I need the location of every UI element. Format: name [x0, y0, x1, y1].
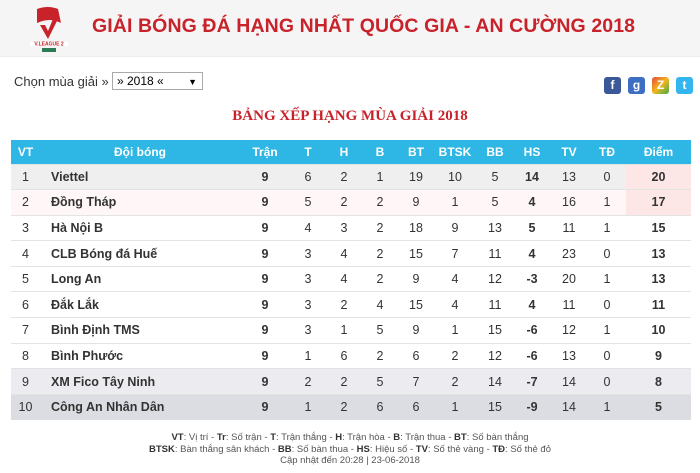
team-name[interactable]: CLB Bóng đá Huế [40, 241, 240, 267]
stat-cell: 2 [290, 369, 326, 395]
legend-value: Số bàn thua [296, 443, 349, 455]
stat-cell: 3 [290, 241, 326, 267]
stat-cell: 4 [326, 241, 362, 267]
table-row [11, 164, 691, 190]
google-icon[interactable]: g [628, 77, 645, 94]
table-row [11, 318, 691, 344]
table-row [11, 343, 691, 369]
season-label: Chọn mùa giải » [14, 74, 109, 89]
stat-cell: 1 [362, 164, 398, 190]
stat-cell: 4 [514, 190, 550, 216]
stat-cell: 7 [434, 241, 476, 267]
legend-value: Vị trí [188, 432, 209, 443]
stat-cell: 3 [290, 266, 326, 292]
legend-value: Số thẻ vàng [433, 443, 484, 455]
team-name[interactable]: Đắk Lắk [40, 292, 240, 318]
stat-cell: 0 [588, 241, 626, 267]
update-time: Cập nhật đến 20:28 | 23-06-2018 [280, 455, 420, 466]
team-name[interactable]: Bình Phước [40, 343, 240, 369]
stat-cell: 4 [514, 292, 550, 318]
stat-cell: 2 [362, 241, 398, 267]
stat-cell: 11 [550, 292, 588, 318]
team-name[interactable]: Đồng Tháp [40, 190, 240, 216]
points-cell: 15 [626, 215, 691, 241]
column-header: BB [476, 140, 514, 164]
season-selected-value: » 2018 « [117, 74, 164, 88]
table-row [11, 292, 691, 318]
stat-cell: 0 [588, 343, 626, 369]
column-header: Trận [240, 140, 290, 164]
stat-cell: 6 [398, 394, 434, 420]
stat-cell: 5 [476, 190, 514, 216]
stat-cell: 7 [11, 318, 40, 344]
stat-cell: 1 [588, 215, 626, 241]
stat-cell: 4 [434, 266, 476, 292]
stat-cell: 3 [290, 318, 326, 344]
points-cell: 8 [626, 369, 691, 395]
stat-cell: 5 [290, 190, 326, 216]
stat-cell: 8 [11, 343, 40, 369]
legend-key: BB [277, 443, 292, 455]
stat-cell: 9 [398, 190, 434, 216]
legend-key: VT [171, 432, 184, 443]
season-select[interactable] [112, 72, 203, 90]
stat-cell: 14 [550, 394, 588, 420]
stat-cell: 5 [362, 318, 398, 344]
stat-cell: 5 [11, 266, 40, 292]
stat-cell: 9 [240, 190, 290, 216]
site-header [0, 0, 700, 57]
stat-cell: 1 [434, 394, 476, 420]
team-name[interactable]: Viettel [40, 164, 240, 190]
stat-cell: 9 [240, 343, 290, 369]
legend-value: Trận hòa [347, 432, 385, 443]
stat-cell: 9 [398, 266, 434, 292]
table-row [11, 241, 691, 267]
table-row [11, 190, 691, 216]
table-row [11, 266, 691, 292]
legend-key: BTSK [149, 443, 175, 455]
stat-cell: 1 [588, 266, 626, 292]
points-cell: 9 [626, 343, 691, 369]
legend-value: Số thẻ đỏ [510, 443, 551, 455]
stat-cell: 13 [550, 343, 588, 369]
twitter-icon[interactable]: t [676, 77, 693, 94]
stat-cell: 1 [290, 394, 326, 420]
legend-value: Trận thắng [281, 432, 327, 443]
stat-cell: 20 [550, 266, 588, 292]
column-header: TV [550, 140, 588, 164]
column-header: BTSK [434, 140, 476, 164]
stat-cell: 19 [398, 164, 434, 190]
stat-cell: 9 [240, 318, 290, 344]
legend-line-1: VT: Vị trí - Tr: Số trận - T: Trận thắng - H: Trận hòa - B: Trận thua - BT: Số bàn thắng [171, 432, 529, 443]
stat-cell: 14 [550, 369, 588, 395]
column-header: Điểm [626, 140, 691, 164]
stat-cell: 14 [514, 164, 550, 190]
table-row [11, 394, 691, 420]
stat-cell: 6 [398, 343, 434, 369]
points-cell: 13 [626, 241, 691, 267]
legend-key: TV [415, 443, 428, 455]
stat-cell: -3 [514, 266, 550, 292]
table-row [11, 215, 691, 241]
stat-cell: 1 [11, 164, 40, 190]
stat-cell: 15 [398, 292, 434, 318]
column-header: TĐ [588, 140, 626, 164]
stat-cell: 16 [550, 190, 588, 216]
stat-cell: 2 [362, 190, 398, 216]
legend-value: Số bàn thắng [472, 432, 529, 443]
column-header: VT [11, 140, 40, 164]
stat-cell: 0 [588, 292, 626, 318]
page-title: GIẢI BÓNG ĐÁ HẠNG NHẤT QUỐC GIA - AN CƯỜNG 2018 [92, 15, 636, 37]
legend-value: Bàn thắng sân khách [180, 443, 270, 455]
stat-cell: 11 [476, 292, 514, 318]
legend-key: BT [454, 432, 467, 443]
stat-cell: 15 [398, 241, 434, 267]
stat-cell: 3 [290, 292, 326, 318]
legend-key: B [393, 432, 401, 443]
legend-key: TĐ [492, 443, 506, 455]
stat-cell: 3 [11, 215, 40, 241]
stat-cell: 9 [240, 215, 290, 241]
stat-cell: 6 [290, 164, 326, 190]
team-name[interactable]: Hà Nội B [40, 215, 240, 241]
facebook-icon[interactable]: f [604, 77, 621, 94]
stat-cell: 2 [362, 215, 398, 241]
stat-cell: 9 [11, 369, 40, 395]
stat-cell: 15 [476, 394, 514, 420]
stat-cell: -9 [514, 394, 550, 420]
svg-text:V.LEAGUE 2: V.LEAGUE 2 [34, 41, 64, 48]
legend-key: HS [356, 443, 370, 455]
stat-cell: 11 [476, 241, 514, 267]
stat-cell: -6 [514, 343, 550, 369]
team-name[interactable]: XM Fico Tây Ninh [40, 369, 240, 395]
stat-cell: 12 [476, 343, 514, 369]
stat-cell: 15 [476, 318, 514, 344]
standings-table [11, 140, 691, 420]
stat-cell: 3 [326, 215, 362, 241]
stat-cell: 2 [434, 369, 476, 395]
stat-cell: 13 [550, 164, 588, 190]
points-cell: 5 [626, 394, 691, 420]
legend-key: T [270, 432, 277, 443]
stat-cell: 9 [240, 292, 290, 318]
points-cell: 20 [626, 164, 691, 190]
column-header: BT [398, 140, 434, 164]
stat-cell: 13 [476, 215, 514, 241]
column-header: H [326, 140, 362, 164]
points-cell: 11 [626, 292, 691, 318]
stat-cell: 9 [240, 266, 290, 292]
standings-title: BẢNG XẾP HẠNG MÙA GIẢI 2018 [232, 108, 468, 124]
stat-cell: 0 [588, 369, 626, 395]
stat-cell: 6 [326, 343, 362, 369]
stat-cell: 4 [434, 292, 476, 318]
legend-value: Trận thua [405, 432, 446, 443]
stat-cell: 9 [434, 215, 476, 241]
table-row [11, 369, 691, 395]
stat-cell: 1 [588, 190, 626, 216]
stat-cell: 6 [362, 394, 398, 420]
stat-cell: 2 [326, 164, 362, 190]
legend-key: Tr [216, 432, 226, 443]
vleague-logo[interactable] [28, 5, 70, 53]
column-header: T [290, 140, 326, 164]
stat-cell: 9 [398, 318, 434, 344]
stat-cell: 9 [240, 394, 290, 420]
stat-cell: 1 [588, 394, 626, 420]
points-cell: 10 [626, 318, 691, 344]
stat-cell: 2 [362, 266, 398, 292]
stat-cell: 1 [434, 318, 476, 344]
stat-cell: 2 [11, 190, 40, 216]
stat-cell: 1 [434, 190, 476, 216]
points-cell: 17 [626, 190, 691, 216]
zing-icon[interactable]: Z [652, 77, 669, 94]
chevron-down-icon: ▼ [188, 77, 197, 87]
stat-cell: 5 [362, 369, 398, 395]
column-header: HS [514, 140, 550, 164]
stat-cell: 14 [476, 369, 514, 395]
stat-cell: 2 [326, 190, 362, 216]
stat-cell: 2 [362, 343, 398, 369]
legend-line-2: BTSK: Bàn thắng sân khách - BB: Số bàn thua - HS: Hiệu số - TV: Số thẻ vàng - TĐ: Số thẻ đỏ [149, 443, 551, 455]
legend-value: Số trận [231, 432, 262, 443]
stat-cell: 4 [290, 215, 326, 241]
stat-cell: 2 [326, 292, 362, 318]
stat-cell: 4 [362, 292, 398, 318]
stat-cell: 12 [550, 318, 588, 344]
team-name[interactable]: Công An Nhân Dân [40, 394, 240, 420]
stat-cell: 5 [476, 164, 514, 190]
stat-cell: 9 [240, 369, 290, 395]
stat-cell: 2 [326, 369, 362, 395]
team-name[interactable]: Long An [40, 266, 240, 292]
stat-cell: 4 [11, 241, 40, 267]
stat-cell: 9 [240, 241, 290, 267]
stat-cell: 1 [326, 318, 362, 344]
stat-cell: 2 [434, 343, 476, 369]
stat-cell: 6 [11, 292, 40, 318]
stat-cell: 4 [514, 241, 550, 267]
stat-cell: 23 [550, 241, 588, 267]
stat-cell: 5 [514, 215, 550, 241]
stat-cell: 1 [290, 343, 326, 369]
points-cell: 13 [626, 266, 691, 292]
stat-cell: 10 [434, 164, 476, 190]
stat-cell: 4 [326, 266, 362, 292]
legend-footer [0, 432, 700, 467]
stat-cell: 12 [476, 266, 514, 292]
legend-key: H [335, 432, 343, 443]
team-name[interactable]: Bình Định TMS [40, 318, 240, 344]
stat-cell: 18 [398, 215, 434, 241]
legend-value: Hiệu số [375, 443, 408, 455]
stat-cell: 1 [588, 318, 626, 344]
stat-cell: -7 [514, 369, 550, 395]
stat-cell: 7 [398, 369, 434, 395]
stat-cell: 10 [11, 394, 40, 420]
stat-cell: 11 [550, 215, 588, 241]
stat-cell: 0 [588, 164, 626, 190]
stat-cell: 9 [240, 164, 290, 190]
stat-cell: 2 [326, 394, 362, 420]
table-header-row [11, 140, 691, 164]
column-header: Đội bóng [40, 140, 240, 164]
column-header: B [362, 140, 398, 164]
stat-cell: -6 [514, 318, 550, 344]
